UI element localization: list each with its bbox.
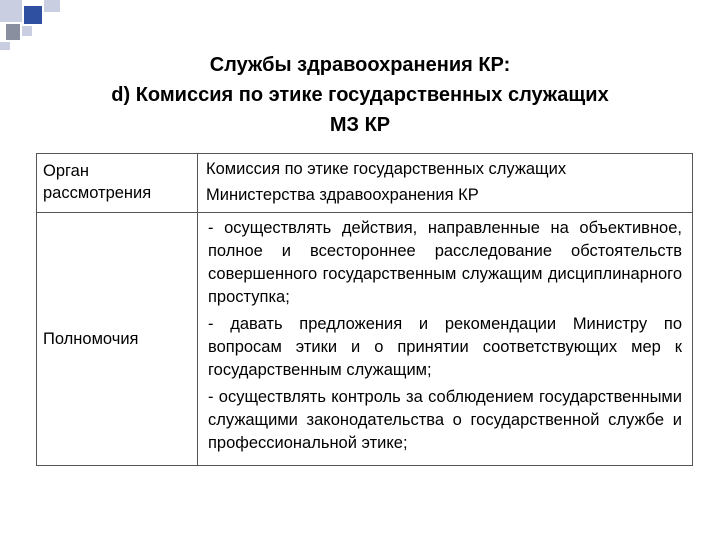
list-item: - осуществлять действия, направленные на объективное, полное и всестороннее расследование обстоятельств совершенного государственным служащим дисциплинарного проступка; <box>208 219 682 306</box>
deco-square <box>24 6 42 24</box>
value-line: Министерства здравоохранения КР <box>206 186 479 204</box>
table-row <box>37 154 693 213</box>
deco-square <box>0 42 10 50</box>
title-line: Службы здравоохранения КР: <box>209 54 511 76</box>
label-line: рассмотрения <box>43 184 152 202</box>
row-label: Полномочия <box>37 213 198 466</box>
page-title <box>0 50 720 140</box>
label-line: Орган <box>43 162 89 180</box>
deco-square <box>0 0 22 22</box>
table-row <box>37 213 693 466</box>
deco-square <box>6 24 20 40</box>
info-table <box>36 153 693 466</box>
deco-square <box>22 26 32 36</box>
row-value <box>198 213 693 466</box>
title-line: МЗ КР <box>329 114 391 136</box>
row-label <box>37 154 198 213</box>
title-line: d) Комиссия по этике государственных служащих <box>111 84 609 106</box>
value-line: Комиссия по этике государственных служащих <box>206 160 567 178</box>
list-item: - давать предложения и рекомендации Министру по вопросам этики и о принятии соответствующих мер к государственным служащим; <box>208 315 682 379</box>
row-value <box>198 154 693 213</box>
deco-square <box>44 0 60 12</box>
list-item: - осуществлять контроль за соблюдением государственными служащими законодательства о государственной службе и профессиональной этике; <box>208 388 682 452</box>
